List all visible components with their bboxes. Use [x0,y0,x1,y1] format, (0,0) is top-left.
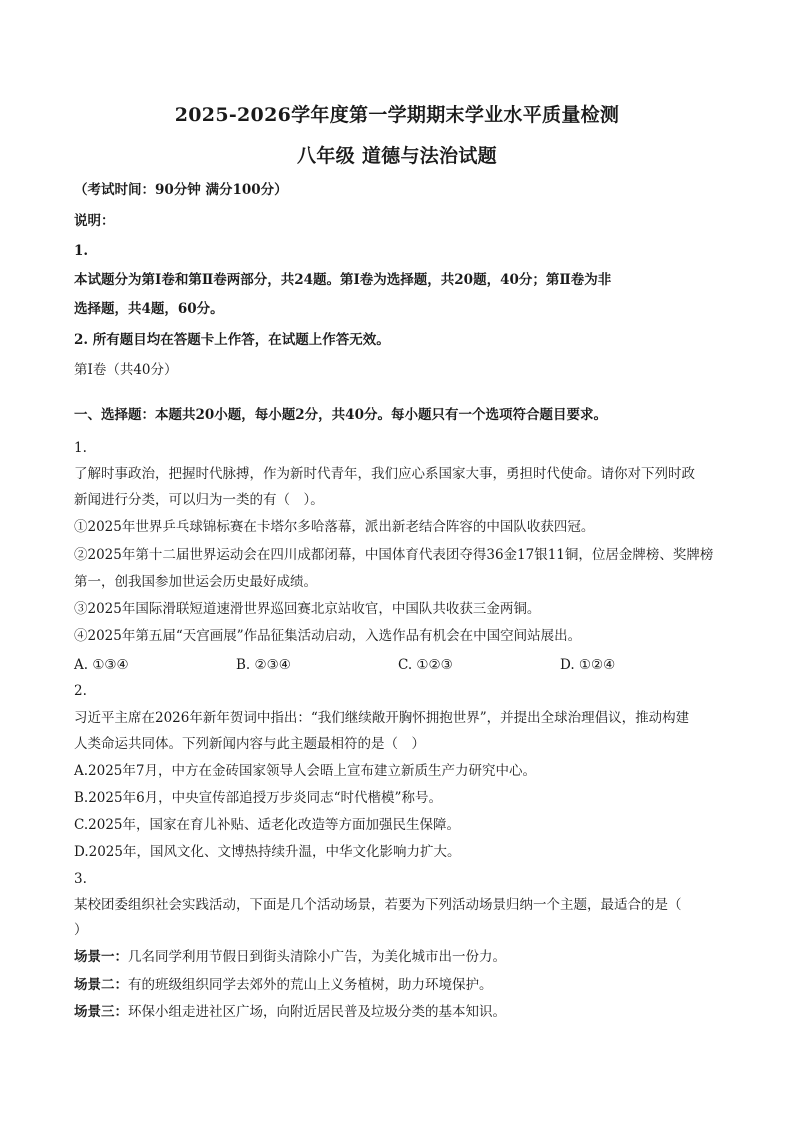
question-1-item-2-line-2: 第一，创我国参加世运会历史最好成绩。 [74,574,317,590]
question-2-option-c: C.2025年，国家在育儿补贴、适老化改造等方面加强民生保障。 [74,817,460,833]
question-2-stem-line-1: 习近平主席在2026年新年贺词中指出：“我们继续敞开胸怀拥抱世界”，并提出全球治理倡议，推动构建 [74,710,690,726]
exam-title: 2025-2026学年度第一学期期末学业水平质量检测 [174,104,620,126]
scene-2-label: 场景二： [74,977,128,993]
question-1-options [74,657,724,677]
instruction-1-line-2: 选择题，共4题，60分。 [74,301,224,317]
section-1-title: 一、选择题：本题共20小题，每小题2分，共40分。每小题只有一个选项符合题目要求。 [74,407,607,423]
scene-2-text: 有的班级组织同学去郊外的荒山上义务植树，助力环境保护。 [128,977,493,993]
scene-1-label: 场景一： [74,949,128,965]
question-3-stem-line-1: 某校团委组织社会实践活动，下面是几个活动场景，若要为下列活动场景归纳一个主题，最适合的是（ [74,897,682,913]
question-1-item-2-line-1: ②2025年第十二届世界运动会在四川成都闭幕，中国体育代表团夺得36金17银11铜，位居金牌榜、奖牌榜 [74,547,714,563]
question-1-item-3: ③2025年国际滑联短道速滑世界巡回赛北京站收官，中国队共收获三金两铜。 [74,601,541,617]
question-2-option-a: A.2025年7月，中方在金砖国家领导人会晤上宣布建立新质生产力研究中心。 [74,763,536,779]
question-1-item-1: ①2025年世界乒乓球锦标赛在卡塔尔多哈落幕，派出新老结合阵容的中国队收获四冠。 [74,519,595,535]
question-2-number: 2. [74,683,87,699]
scene-3-text: 环保小组走进社区广场，向附近居民普及垃圾分类的基本知识。 [128,1004,506,1020]
instructions-label: 说明： [74,213,115,229]
question-2-option-b: B.2025年6月，中央宣传部追授万步炎同志“时代楷模”称号。 [74,790,442,806]
question-1-option-b: B. ②③④ [236,657,291,673]
question-1-item-4: ④2025年第五届“天宫画展”作品征集活动启动，入选作品有机会在中国空间站展出。 [74,628,582,644]
question-2-option-d: D.2025年，国风文化、文博热持续升温，中华文化影响力扩大。 [74,844,461,860]
exam-info: （考试时间：90分钟 满分100分） [74,182,288,198]
exam-subtitle: 八年级 道德与法治试题 [297,145,497,167]
question-3-scene-2 [74,975,724,995]
instruction-2: 2. 所有题目均在答题卡上作答，在试题上作答无效。 [74,332,390,348]
question-1-option-c: C. ①②③ [398,657,453,673]
question-2-stem-line-2: 人类命运共同体。下列新闻内容与此主题最相符的是（ ） [74,736,425,752]
scene-1-text: 几名同学利用节假日到街头清除小广告，为美化城市出一份力。 [128,949,506,965]
instruction-1-line-1: 本试题分为第Ⅰ卷和第Ⅱ卷两部分，共24题。第Ⅰ卷为选择题，共20题，40分；第Ⅱ卷为非 [74,272,612,288]
scene-3-label: 场景三： [74,1004,128,1020]
question-1-stem-line-1: 了解时事政治，把握时代脉搏，作为新时代青年，我们应心系国家大事，勇担时代使命。请你对下列时政 [74,466,695,482]
question-3-number: 3. [74,871,87,887]
question-1-stem-line-2: 新闻进行分类，可以归为一类的有（ ）。 [74,492,324,508]
question-3-scene-1 [74,947,724,967]
question-1-option-d: D. ①②④ [560,657,616,673]
part-1-heading: 第Ⅰ卷（共40分） [74,362,178,378]
question-1-option-a: A. ①③④ [74,657,129,673]
instruction-1-number: 1. [74,243,89,259]
question-3-scene-3 [74,1002,724,1022]
question-3-stem-line-2: ） [74,922,88,938]
question-1-number: 1. [74,440,87,456]
